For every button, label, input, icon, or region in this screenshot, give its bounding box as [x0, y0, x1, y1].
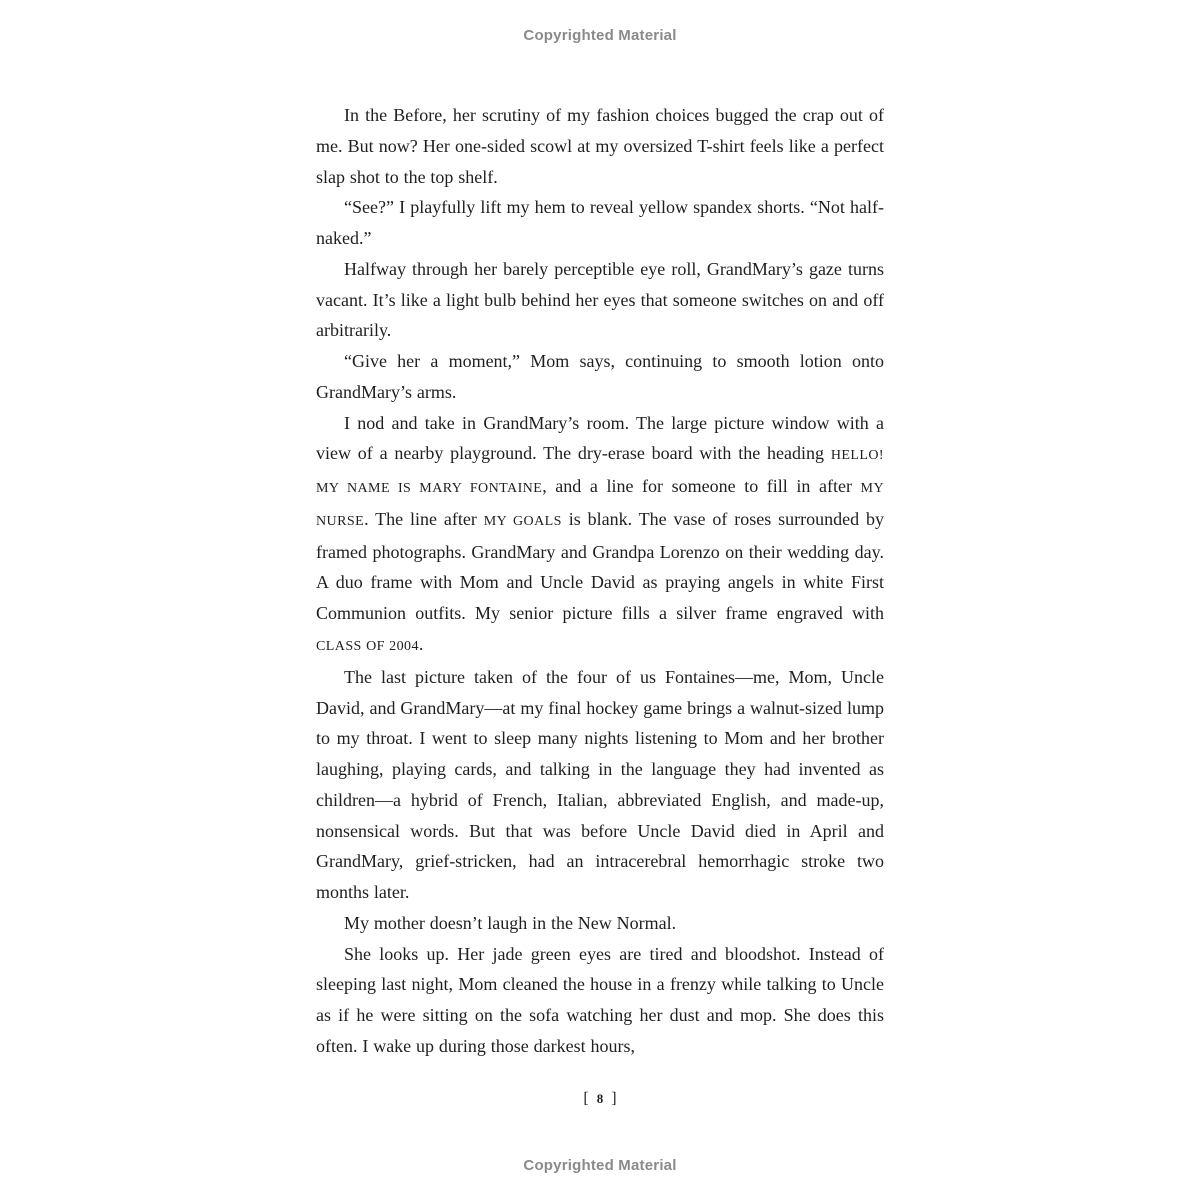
body-text: . The line after: [364, 508, 484, 529]
body-text: .: [418, 634, 424, 655]
paragraph: [316, 939, 884, 1062]
body-text: The last picture taken of the four of us Fontaines—me, Mom, Uncle David, and GrandMary—at my final hockey game brings a walnut-sized lump to my throat. I went to sleep many nights listening to Mom and her brother laughing, playing cards, and talking in the language they had invented as children—a hybrid of French, Italian, abbreviated English, and made-up, nonsensical words. But that was before Uncle David died in April and GrandMary, grief-stricken, had an intracerebral hemorrhagic stroke two months later.: [316, 666, 884, 903]
paragraph: [316, 346, 884, 408]
page-text: [316, 100, 884, 1062]
body-text: I nod and take in GrandMary’s room. The large picture window with a view of a nearby playground. The dry-erase board with the heading: [316, 412, 884, 464]
smallcaps-text: MY NURSE: [316, 480, 884, 529]
page-number-bracket-left: [: [583, 1090, 589, 1107]
body-text: Halfway through her barely perceptible eye roll, GrandMary’s gaze turns vacant. It’s like a light bulb behind her eyes that someone switches on and off arbitrarily.: [316, 258, 884, 341]
copyright-notice-bottom: Copyrighted Material: [523, 1157, 677, 1174]
copyright-notice-top: Copyrighted Material: [523, 27, 677, 44]
paragraph: [316, 408, 884, 662]
body-text: is blank. The vase of roses surrounded by framed photographs. GrandMary and Grandpa Lorenzo on their wedding day. A duo frame with Mom and Uncle David as praying angels in white First Communion outfits. My senior picture fills a silver frame engraved with: [316, 508, 884, 624]
body-text: My mother doesn’t laugh in the New Normal.: [344, 912, 677, 933]
body-text: She looks up. Her jade green eyes are tired and bloodshot. Instead of sleeping last night, Mom cleaned the house in a frenzy while talking to Uncle as if he were sitting on the sofa watching her dust and mop. She does this often. I wake up during those darkest hours,: [316, 943, 884, 1056]
page-number: [0, 1090, 1200, 1108]
paragraph: [316, 100, 884, 192]
paragraph: [316, 908, 884, 939]
paragraph: [316, 662, 884, 908]
paragraph: [316, 192, 884, 254]
page-number-bracket-right: ]: [611, 1090, 617, 1107]
page-number-value: 8: [596, 1091, 604, 1106]
body-text: “See?” I playfully lift my hem to reveal yellow spandex shorts. “Not half-naked.”: [316, 197, 884, 249]
body-text: , and a line for someone to fill in after: [542, 476, 861, 497]
body-text: “Give her a moment,” Mom says, continuing to smooth lotion onto GrandMary’s arms.: [316, 351, 884, 402]
smallcaps-text: CLASS OF 2004: [316, 638, 419, 655]
paragraph: [316, 254, 884, 346]
smallcaps-text: HELLO! MY NAME IS MARY FONTAINE: [316, 447, 884, 497]
body-text: In the Before, her scrutiny of my fashion choices bugged the crap out of me. But now? Her one-sided scowl at my oversized T-shirt feels like a perfect slap shot to the top shelf.: [316, 105, 884, 187]
smallcaps-text: MY GOALS: [483, 512, 562, 529]
